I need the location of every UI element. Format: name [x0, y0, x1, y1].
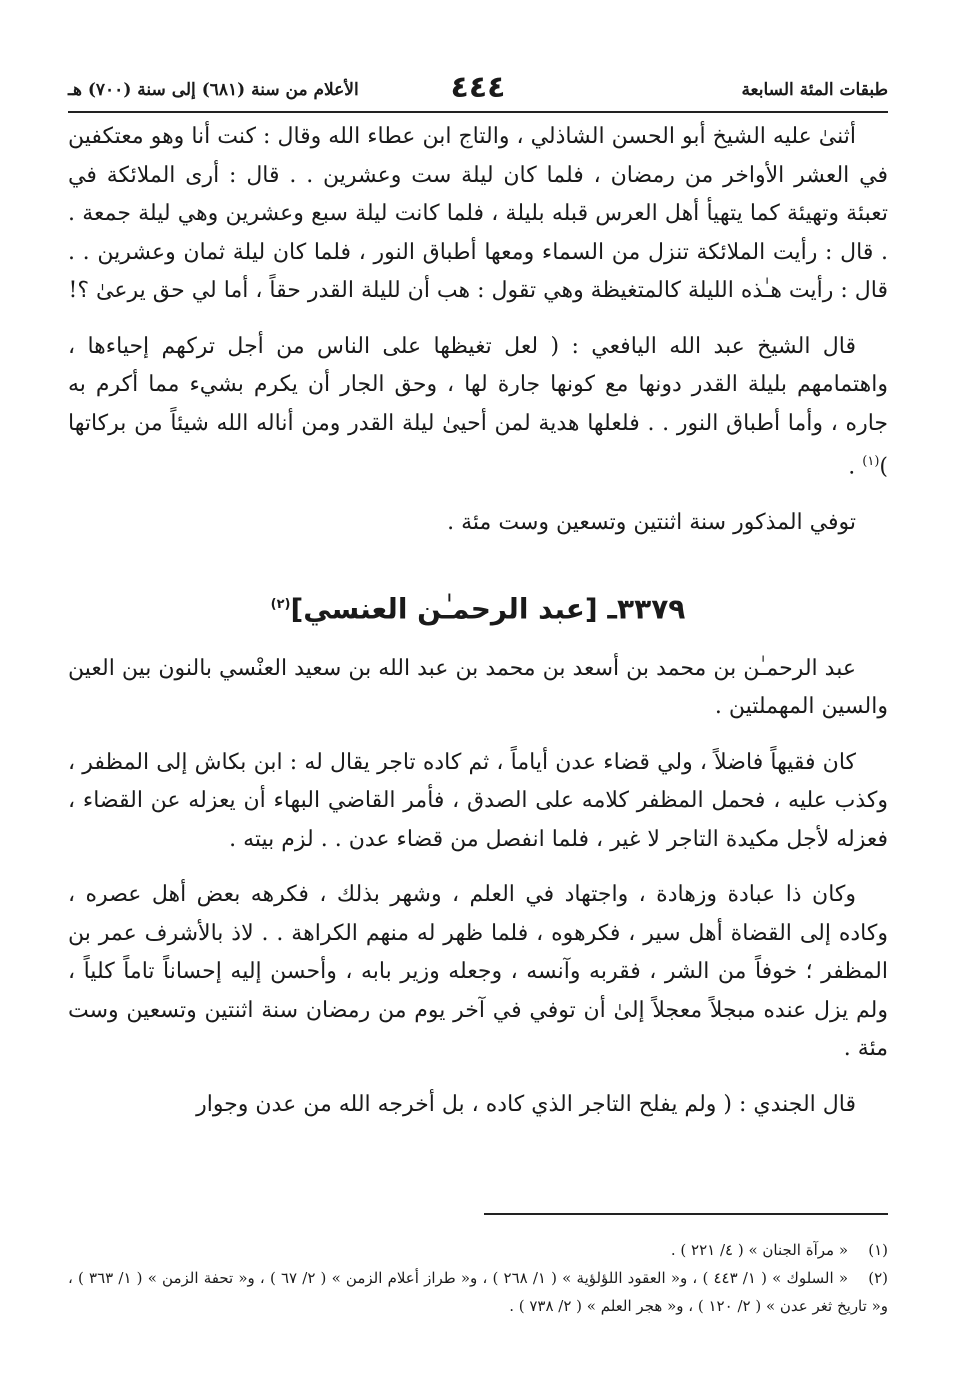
paragraph: أثنىٰ عليه الشيخ أبو الحسن الشاذلي ، والتاج ابن عطاء الله وقال : كنت أنا وهو معتكفين في العشر الأواخر من رمضان ، فلما كان ليلة ست وعشرين . . قال : أرى الملائكة في تعبئة وتهيئة كما يتهيأ أهل العرس قبله بليلة ، فلما كانت ليلة سبع وعشرين وهي ليلة جمعة . . قال : رأيت الملائكة تنزل من السماء ومعها أطباق النور ، فلما كان ليلة ثمان وعشرين . . قال : رأيت هـٰذه الليلة كالمتغيظة وهي تقول : هب أن لليلة القدر حقاً ، أما لي حق يرعىٰ ؟! — [68, 124, 888, 303]
footnote — [68, 1264, 888, 1320]
footnote-text: « مرآة الجنان » ( ٤/ ٢٢١ ) . — [670, 1241, 848, 1259]
main-text — [68, 118, 888, 1124]
footnote — [68, 1236, 888, 1264]
section-title: الأعلام من سنة (٦٨١) إلى سنة (٧٠٠) هـ — [68, 80, 359, 100]
footnote-text: « السلوك » ( ١/ ٤٤٣ ) ، و« العقود اللؤلؤية » ( ١/ ٢٦٨ ) ، و« طراز أعلام الزمن » ( ٢/ ٦٧ ) ، و« تحفة الزمن » ( ١/ ٣٦٣ ) ، و« تاريخ ثغر عدن » ( ٢/ ١٢٠ ) ، و« هجر العلم » ( ٢/ ٧٣٨ ) . — [68, 1269, 888, 1315]
header-rule — [68, 111, 888, 113]
paragraph: عبد الرحمـٰن بن محمد بن أسعد بن محمد بن عبد الله بن سعيد العنْسي بالنون بين العين والسين المهملتين . — [68, 655, 888, 720]
footnote-ref: (٢) — [270, 597, 291, 613]
paragraph: توفي المذكور سنة اثنتين وتسعين وست مئة . — [447, 509, 856, 535]
footnotes — [68, 1236, 888, 1320]
entry-heading — [68, 582, 888, 632]
paragraph: كان فقيهاً فاضلاً ، ولي قضاء عدن أياماً ، ثم كاده تاجر يقال له : ابن بكاش إلى المظفر ، وكذب عليه ، فحمل المظفر كلامه على الصدق ، فأمر القاضي البهاء أن يعزله عن القضاء ، فعزله لأجل مكيدة التاجر لا غير ، فلما انفصل من قضاء عدن . . لزم بيته . — [68, 749, 888, 852]
paragraph — [68, 328, 888, 487]
page-header — [68, 70, 888, 110]
paragraph: قال الجندي : ( ولم يفلح التاجر الذي كاده ، بل أخرجه الله من عدن وجوار — [196, 1091, 856, 1117]
entry-heading-text: ٣٣٧٩ـ [عبد الرحمـٰن العنسي] — [290, 592, 686, 626]
paragraph-end: . — [848, 454, 863, 480]
paragraph: وكان ذا عبادة وزهادة ، واجتهاد في العلم ، وشهر بذلك ، فكرهه بعض أهل عصره ، وكاده إلى القضاة أهل سير ، فكرهوه ، فلما ظهر له منهم الكراهة . . لاذ بالأشرف عمر بن المظفر ؛ خوفاً من الشر ، فقربه وآنسه ، وجعله وزير بابه ، وأحسن إليه إحساناً تاماً كلياً ، ولم يزل عنده مبجلاً معجلاً إلىٰ أن توفي في آخر يوم من رمضان سنة اثنتين وتسعين وست مئة . — [68, 882, 888, 1062]
paragraph-text: قال الشيخ عبد الله اليافعي : ( لعل تغيظها على الناس من أجل تركهم إحياءها ، واهتمامهم بليلة القدر دونها مع كونها جارة لها ، وحق الجار أن يكرم بشيء مما أكرم به جاره ، وأما أطباق النور . . فلعلها هدية لمن أحيىٰ ليلة القدر ومن أناله الله شيئاً من بركاتها ) — [68, 333, 888, 480]
footnote-number: (١) — [868, 1241, 888, 1259]
footnote-separator — [484, 1213, 888, 1215]
page-number: ٤٤٤ — [450, 70, 506, 105]
footnote-number: (٢) — [868, 1269, 889, 1287]
footnote-ref: (١) — [862, 454, 880, 469]
book-title: طبقات المئة السابعة — [741, 80, 888, 100]
